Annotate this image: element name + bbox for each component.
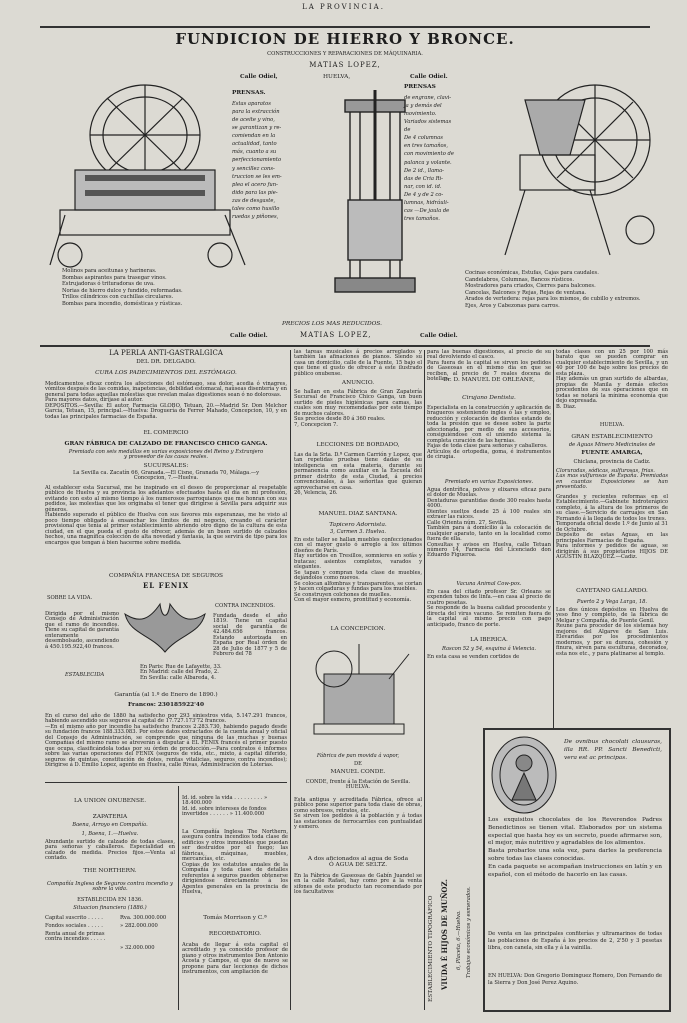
premiada-text: Premiada con seis medallas en varias exposiciones del Reino y Extranjero y proveedor de las casas reales. bbox=[68, 449, 264, 461]
establecida-label: ESTABLECIDA bbox=[65, 672, 105, 678]
perla-tagline: CURA LOS PADECIMIENTOS DEL ESTÓMAGO. bbox=[95, 370, 237, 376]
latin-motto: De ovnibus chocolati clausuras, illa RR. PP. Sancti Benedicti, vera est ac principas. bbox=[564, 739, 662, 761]
masthead: LA PROVINCIA. bbox=[302, 3, 385, 11]
comercio-heading: EL COMERCIO bbox=[143, 430, 189, 436]
tapicero-body: En este taller se hallan muebles confeccionados con el mayor gusto ó arreglo á los últimos diseños de París. Hay surtidos en Tresillos, somnieres en sofás y butacas; asientos completos, varados y elegantes. Se tapan y compran toda clase de muebles, dejándolos como nuevos. Se colocan alfombras y transparentes, se cortan y hacen colgaduras y fundas para los muebles. Se construyen colchones de muelles. Con el mayor esmero, prontitud y economía. bbox=[294, 537, 422, 603]
capital-value: Rva. 300.000.000 bbox=[120, 915, 167, 921]
gaseosa-heading: A dos aficionados al agua de Soda Ó AGUA DE SELTZ. bbox=[307, 856, 409, 869]
lecciones-heading: LECCIONES DE BORDADO, bbox=[316, 442, 400, 448]
vertical-viuda: VIUDA É HIJOS DE MUÑOZ. bbox=[440, 879, 449, 990]
puerto-address: Puerto 2 y Vega Larga, 18. bbox=[576, 599, 648, 605]
northern-situacion: Situacion financiera (1886.) bbox=[73, 905, 147, 911]
gran-estab-heading: GRAN ESTABLECIMIENTO bbox=[571, 434, 653, 440]
francos-value: Francos: 230185922'40 bbox=[128, 702, 204, 708]
chocolate-body: Los exquisitos chocolates de los Reverendos Padres Benedictinos se tienen vital. Elaborados por un sistema especial que hasta hoy es un secreto, puede afirmarse son, el mejor, más nutritivo y agradables de los alimentos. Basta probarlos una sola vez, para darles la preferencia sobre todas las clases conocidas. En cada paquete se acompañan instrucciones en latín y en español, con el método de hacerlo en las casas. bbox=[488, 817, 662, 878]
col-divider-1 bbox=[290, 350, 291, 1010]
lecciones-body: Las da la Srta. D.ª Carmen Carrión y Lopez, que tan repetidas pruebas tiene dadas de su inteligencia en esta materia, durante su permanencia como auxiliar en la Escuela del primer distrito de esta Ciudad, á precios convencionales, á las señoritas que quieran aprovecharse en casa. 26, Velencia, 26. bbox=[294, 452, 422, 497]
col-divider-3 bbox=[553, 350, 554, 730]
ad-addr-right: Calle Odiel. bbox=[410, 74, 448, 80]
fabrica-pan-body: Esta antigua y acreditada Fábrica, ofrece al público pone superior para toda clase de obras, como sobresos, retratos, etc. Se sirven los pedidos á la población y á todas las estaciones de ferrocarriles con puntualidad y esmero. bbox=[294, 797, 422, 831]
manuel-conde-heading: MANUEL CONDE. bbox=[330, 769, 386, 775]
ad-calle-right: Calle Odiel. bbox=[420, 333, 458, 339]
contra-incendios-label: CONTRA INCENDIOS. bbox=[215, 603, 275, 609]
col-divider-4 bbox=[178, 786, 179, 1010]
chiclana-label: Chiclana, provincia de Cadiz. bbox=[573, 459, 651, 465]
col-divider-5 bbox=[424, 730, 425, 1010]
calzado-body: Al establecer esta Sucursal, me he inspirado en el deseo de proporcionar al respetable público de Huelva y su provincia los adelantos efectuados hasta el día en mi profesión, evitando con esto al mismo tiempo á los numerosos parroquianos que me honran con sus pedidos, las molestias que les originaba el tener que dirigirse á Sevilla para adquirir sus géneros. Habiendo superado el público de Huelva con sus favores mis esperanzas, me he visto al poco tiempo obligado á ensanchar los límites de mi negocio, creando el carácter provisional que tenía al primer establecimiento abriendo otro digno de la cultura de esta ciudad, en el que pueda el gusto de ofrecer, además de un buen surtido de calzados hechos, una magnífica colección de alta novedad y fantasía, la que servirá de tipo para los encargos que tengan á bien hacerme sobre medida. bbox=[45, 485, 287, 546]
ad-city: HUELVA, bbox=[323, 74, 351, 80]
fenix-body: En el curso del año de 1880 ha satisfecho por 293 siniestros vida, 5.147.291 francos, habiendo ascendido sus seguros al capital de 17.727.173'72 francos. —En el mismo año por incendio ha satisfecho francos 2.283.730, habiendo pagado desde su fundación francos 188.333.083. Por estos datos extractados de la cuenta anual y oficial del Consejo de Administración, se comprende que ninguna de las muchas y buenas Compañías del mismo ramo se atreverán á disputar á EL FENIX francés el primer puesto que ocupa, clasificándola todas por su órden de producción.—Para contratos é informes sobre las varias operaciones del FENIX (seguros de vida, etc., mixto, á capital diferido, seguros de quintas, constitución de dotes, rentas vitalicias, seguros contra incendios); Dirigirse á D. Emilio Lopez, agente en Huelva, calle Rivas, Administración de Loterías. bbox=[45, 713, 287, 769]
bread-machine-illustration bbox=[304, 644, 414, 744]
fenix-addresses: En Paris: Rue de Lafayette, 33. En Madrid: calle del Prado, 2. En Sevilla: calle Albareda, 4. bbox=[140, 664, 222, 681]
dentista-label: Cirujano Dentista. bbox=[462, 395, 516, 401]
vertical-address: 6, Placeta, 6.—Huelva. bbox=[456, 910, 462, 970]
ad-calle-left: Calle Odiel. bbox=[230, 333, 268, 339]
gaseosa-body: En la Fábrica de Gaseosas de Gabín Juandel se en la calle Rafael, hay como pre á la venta sifones de este producto tan recomendado por los facultativos bbox=[294, 873, 422, 896]
ad-bottom-rule bbox=[40, 345, 650, 347]
anuncio-body: Se hallan en esta Fábrica de Gran Zapatería Sucursal de Francisco Chico Ganga, un buen surtido de pieles higiénicas para camas, las cuales son muy recomendadas por este tiempo de muchos calores. Sus precios desde 80 á 360 reales. 7, Concepcion 7. bbox=[294, 389, 422, 428]
baena-label: Baena, Arroyo en Compañía. bbox=[72, 822, 148, 828]
iberica-body: En esta casa se venden cortidos de bbox=[427, 654, 520, 660]
renta-value: » 32.000.000 bbox=[120, 945, 155, 951]
ad-left-list: Molinos para aceitunas y harineras. Bombas aspirantes para trasegar vinos. Estrujadoras ó trituradoras de uva. Norias de hierro dulce y fundido, reformadas. Trillos cilíndricos con cuchillas circulares. Bombas para incendio, domésticas y rústicas. bbox=[62, 268, 183, 307]
recordatorio-body: Acaba de llegar á esta capital el acreditado y ya conocido profesor de piano y otros instrumentos Don Antonio Acosta y Campos, el que de nuevo se propone para dar lecciones de dichos instrumentos, con ampliación de bbox=[182, 942, 288, 976]
baena-address: 1, Baena, 1.—Huelva. bbox=[81, 831, 139, 837]
sobre-vida-label: SOBRE LA VIDA. bbox=[47, 595, 93, 601]
fondos-value: » 282.000.000 bbox=[120, 923, 158, 929]
oil-mill-illustration bbox=[45, 75, 255, 270]
fondos-label: Fondos sociales . . . . . bbox=[45, 923, 103, 929]
vertical-trabajos: Trabajos económicos y esmerados. bbox=[466, 886, 472, 978]
iberica-heading: LA IBERICA. bbox=[470, 637, 508, 643]
tapicero-address: 3, Carmen 3. Huelva. bbox=[330, 529, 386, 535]
northern-body: La Compañía Inglesa The Northern, asegura contra incendios toda clase de edificios y otros inmuebles que puedan ser destruidos por el fuego; las fábricas, máquinas, muebles, mercancías, etc. Copias de los estatutos anuales de la Compañía y toda clase de detalles referentes á seguros pueden obtenerse dirigiéndose directamente á los Agentes generales en la provincia de Huelva, bbox=[182, 829, 288, 895]
ad-right-list: Cocinas económicas, Estufas, Cajas para caudales. Candelabros, Columnas, Bancos rústicos. Mostradores para criados, Cierres para balcones. Cancelas, Balcones y Rejas, Rejas de ventana. Arados de vertedera: rejas para los mismos, de cubillo y extremos. Ejes, Aros y Cabezonas para carros. bbox=[465, 270, 641, 309]
column-h-tipografico bbox=[426, 734, 482, 1004]
conde-address: CONDE, frente á la Estación de Sevilla. HUELVA. bbox=[305, 779, 411, 791]
sucursales-heading: SUCURSALES: bbox=[143, 463, 189, 469]
ad-sign: MATIAS LOPEZ, bbox=[300, 331, 372, 339]
concepcion-heading: LA CONCEPCION. bbox=[330, 626, 386, 632]
ad-owner: MATIAS LOPEZ, bbox=[309, 61, 381, 69]
rascon-address: Rascon 52 y 54, esquina á Velencia. bbox=[441, 646, 537, 652]
fabrica-de: DE bbox=[354, 761, 362, 767]
ad-subtitle: CONSTRUCCIONES Y REPARACIONES DE MÁQUINARIA. bbox=[267, 51, 423, 57]
sucursales-text: La Sevilla ca. Zacatín 66, Granada.—El Cisne, Granada 70, Málaga.—y Concepcion, 7.—Huelva. bbox=[72, 470, 260, 482]
northern-heading: THE NORTHERN. bbox=[83, 868, 137, 874]
prensas-heading-2: PRENSAS bbox=[404, 84, 436, 90]
recordatorio-heading: RECORDATORIO. bbox=[208, 931, 262, 937]
prensas-body-1: Estas aparatos para la extracción de aceite y vino, se garantizan y re- comiendan en la actualidad, tanto más, cuanto a su perfeccionamiento y sencillez cons- truccion se les em- plea el acero fun- dido para las pie- zas de desgaste, tales como husillo ruedas y piñones, bbox=[232, 101, 282, 220]
grape-crusher-illustration bbox=[485, 60, 665, 260]
tomas-morrison: Tomás Morrison y C.ª bbox=[203, 915, 267, 921]
renta-label: Renta anual de primas contra incendios . . . . . bbox=[45, 931, 106, 943]
northern-establecida: ESTABLECIDA EN 1836. bbox=[77, 897, 143, 903]
prensas-heading-1: PRENSAS. bbox=[232, 90, 266, 96]
phoenix-emblem bbox=[120, 594, 210, 656]
ad-precios: PRECIOS LOS MAS REDUCIDOS. bbox=[282, 321, 383, 327]
vacuna-body: En casa del citado profesor Sr. Orleans se expenden tubos de linfa.—en casa al precio de cuatro pesetas. Se responde de la buena calidad procedente y directa del virus vacuno. Se remiten fuera de la capital al mismo precio con pago anticipado, franco de porte. bbox=[427, 589, 551, 628]
chocolate-venta: De venta en las principales confiterías y ultramarinos de todas las poblaciones de España á los precios de 2, 2'50 y 3 pesetas libra, con canela, sin ella y á la vainilla. bbox=[488, 931, 662, 951]
masthead-rule bbox=[40, 26, 650, 28]
gaseosa-cont-body: para las buenas digestiones, al precio de su real devolviendo el casco. Para fuera de la capital se sirven los pedidos de Gaseosas en el mismo día en que se reciben, al precio de 7 reales docena de botellas. bbox=[427, 349, 551, 383]
cayetano-heading: CAYETANO GALLARDO. bbox=[576, 588, 648, 594]
perla-subheading: DEL DR. DELGADO. bbox=[136, 359, 196, 365]
dentista-body-2: Agua dentrífica, polvos y elixares eficaz para el dolor de Muelas. Dentaduras garantidas desde 300 reales hasta 4000. Dientes sueltos desde 25 á 100 reales sin extraer las raíces. Calle Orienta núm. 27, Sevilla. También para á domicilio á la colocación de cualquier aparato, tanto en la localidad como fuera de ella. Consultas y avisos en Huelva, calle Tetuan número 14, Farmacia del Licenciado don Eduardo Figueroa. bbox=[427, 487, 551, 559]
aguas-label: de Aguas Minero Medicinales de bbox=[568, 442, 656, 448]
capital-label: Capital suscrito . . . . . bbox=[45, 915, 103, 921]
zapateria-heading: ZAPATERIA bbox=[92, 814, 128, 820]
orleane-heading: Dr. D. MANUEL DE ORLEANE, bbox=[443, 377, 535, 383]
garantia-label: Garantía (al 1.º de Enero de 1890.) bbox=[114, 692, 218, 698]
northern-sub: Compañía Inglesa de Seguros contra incendio y sobre la vida. bbox=[47, 881, 173, 893]
fuente-amarga-heading: FUENTE AMARGA, bbox=[581, 450, 643, 456]
vertical-establecimiento: ESTABLECIMIENTO TIPOGRÁFICO bbox=[428, 895, 434, 1002]
northern-extra-values: Id. id. sobre la vida . . . . . . . . . » 18.400.000 Id. id. sobre intereses de fondos invertidos . . . . . . » 11.400.000 bbox=[182, 795, 268, 818]
huelva-label: HUELVA. bbox=[599, 422, 625, 428]
ad-addr-left: Calle Odiel, bbox=[240, 74, 278, 80]
col-a-rule bbox=[45, 782, 287, 783]
compania-heading: COMPAÑIA FRANCESA DE SEGUROS bbox=[109, 573, 223, 579]
dentista-body: Especialista en la construcción y aplicación de bragueros sosteniendo ingles ó las y empleo, reducción y colocación de dientes estando de toda la presión que se desee sobre la parte afeccionada, por medio de sus accesorios, consiguiéndose con el uniendo sistema la completa curación de las hernias. Fajas de toda clase para señoras y caballeros. Artículos de ortopedia, goma, é instrumentos de cirugía. bbox=[427, 405, 551, 461]
saint-medallion-illustration bbox=[490, 735, 558, 815]
prensas-body-2: de engrane, clavi- ja y demás del movimiento. Variados sistemas de De 4 columnas en tres tamaños, con movimiento de palanca y volante. De 2 id., llama- das de Cria Ri- nar, con id. id. De 4 y de 2 co- lumnas, hidráuli- cas —De jaula de tres tamaños. bbox=[404, 95, 454, 222]
iberica-cont-body: todas clases con un 25 por 100 más barato que se pueden comprar en cualquier establecimiento de Sevilla, y un 40 por 100 de bajo sobre los precios de esta plaza. Hay además un gran surtido de albardas, propias de Manila y demás efectos procedentes de sus operaciones que en todas se notará la mínima economía que dejo expresada. B. Diaz. bbox=[556, 349, 668, 410]
premiado-label: Premiado en varias Exposiciones. bbox=[444, 479, 534, 485]
aguas-tagline: Cloruradas, sódicas, sulfurosas, frias. Las mas sulfurosas de España. Premiadas en cuantas Exposiciones se han presentado. bbox=[556, 468, 668, 491]
incendio-text: Fundada desde el año 1819. Tiene un capital social de garantía de 42.484.656 francos. Estando autorizada en España por Real órden de 28 de Julio de 1877 y 5 de Febrero del 78 bbox=[213, 613, 287, 658]
gran-fabrica-heading: GRAN FÁBRICA DE CALZADO DE FRANCISCO CHICO GANGA. bbox=[64, 441, 268, 447]
fabrica-pan-label: Fábrica de pan movida á vapor, bbox=[316, 753, 400, 759]
zapateria-body: Abundante surtido de calzado de todas clases, para señoras y caballeros. Especialidad en calzado de medida. Precios fijos.—Venta al contado. bbox=[45, 839, 175, 862]
aguas-body: Grandes y recientes reformas en el Establecimiento.—Gabinete hidroterápico completo, á la altura de los primeros de su clase.—Servicio de carruajes en San Fernando á la llegada de todos los trenes. Temporada oficial desde 1.º de Junio al 31 de Octubre. Depósito de estas Aguas, en las principales Farmacias de España. Para informes y pedidos de aguas, se dirigirán á sus propietarios HIJOS DE AGUSTIN BLAZQUEZ.—Cadiz. bbox=[556, 494, 668, 560]
vacuna-label: Vacuna Animal Cow-pox. bbox=[456, 581, 522, 587]
piano-body: las tareas musicales á precios arreglados y también las afinaciones de pianos. Siendo su casa un domicilio, calle de la Fuente, 15 bajo el que tiene el gusto de ofrecer á este ilustrado público onubense. bbox=[294, 349, 422, 377]
col-divider-2 bbox=[424, 350, 425, 730]
union-heading: LA UNION ONUBENSE. bbox=[73, 798, 147, 804]
chocolate-huelva: EN HUELVA: Don Gregorio Dominguez Romero, Don Fernando de la Sierra y Don José Perez Aquino. bbox=[488, 973, 662, 986]
perla-body: Medicamentos eficaz contra los afecciones del estómago, sea dolor, acedia ó vinagres, vómitos después de las comidas, inapetencias, debilidad estomacal, naúseas disentería y en general para todas aquellas molestias que revelan malas digestiones sean ó no dolorosas. Para mayores datos, diríjase al autor. DEPOSITOS.—Sevilla: El autor, Farmacia GLOBO, Tetuan, 20.—Madrid Sr. Don Melchor García, Tetuan, 15, principal.—Huelva: Droguería de Ferrer Mahado, Concepcion, 10, y en todas las principales farmacias de España. bbox=[45, 381, 287, 420]
tapicero-label: Tapicero Adornista. bbox=[329, 522, 387, 528]
anuncio-heading: ANUNCIO. bbox=[341, 380, 375, 386]
cayetano-body: Los dos únicos depósitos en Huelva de yeso fino y completo, de la fábrica de Melgar y Compañía, de Puente Genil. Reune para proceder de los sistemas hoy mejores del Algarve de San Luis. Elevaridas por los procedimientos modernos, y por su dureza, cohesión y finura, sirven para esculturas, decorados, esta nos etc., y para platinarse al templo. bbox=[556, 607, 668, 657]
ad-title: FUNDICION DE HIERRO Y BRONCE. bbox=[175, 30, 515, 48]
fenix-heading: EL FENIX bbox=[142, 581, 190, 590]
vida-text: Dirigida por el mismo Consejo de Administración que el ramo de incendios. Tiene su capital de garantía enteramente desembolsado, ascendiendo á 450.195.922,40 francos. bbox=[45, 611, 119, 650]
manuel-diaz-heading: MANUEL DIAZ SANTANA. bbox=[318, 511, 398, 517]
perla-heading: LA PERLA ANTI-GASTRALGICA bbox=[109, 349, 223, 357]
